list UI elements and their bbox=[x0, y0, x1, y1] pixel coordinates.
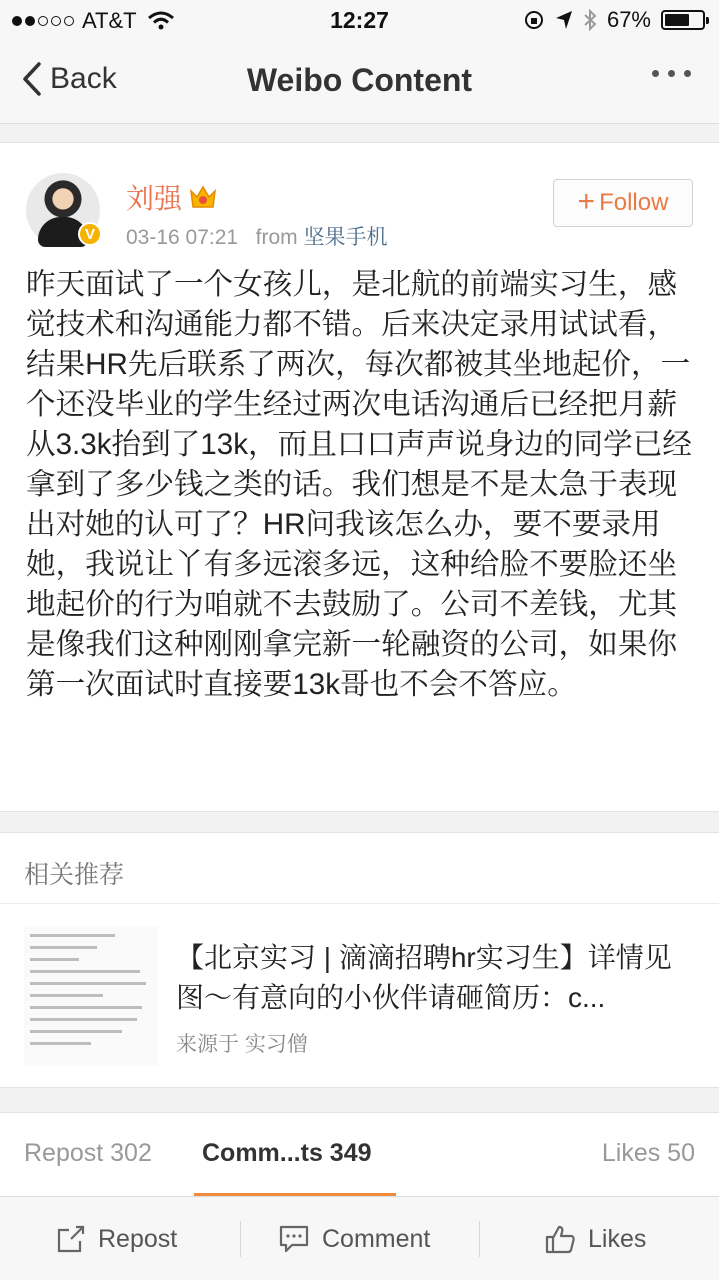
likes-label: Likes bbox=[588, 1224, 647, 1253]
author-name: 刘强 bbox=[126, 183, 183, 214]
location-icon bbox=[555, 10, 573, 30]
status-icons bbox=[523, 7, 705, 33]
more-options-button[interactable] bbox=[652, 70, 691, 77]
plus-icon: + bbox=[577, 184, 596, 218]
like-button[interactable] bbox=[544, 1197, 646, 1280]
bottom-toolbar bbox=[0, 1196, 719, 1280]
follow-button[interactable] bbox=[553, 179, 693, 227]
related-section-header bbox=[0, 832, 719, 904]
related-thumbnail bbox=[24, 926, 158, 1066]
repost-label: Repost bbox=[98, 1224, 178, 1253]
engagement-tabs bbox=[0, 1112, 719, 1196]
comment-label: Comment bbox=[322, 1224, 431, 1253]
rotation-lock-icon bbox=[523, 9, 545, 31]
from-label: from bbox=[255, 226, 298, 249]
post-meta bbox=[126, 221, 387, 251]
tab-likes[interactable]: Likes 50 bbox=[601, 1139, 695, 1167]
repost-icon bbox=[56, 1224, 86, 1254]
post-date: 03-16 07:21 bbox=[126, 226, 239, 249]
vip-crown-icon bbox=[188, 183, 218, 211]
post-text: 昨天面试了一个女孩儿，是北航的前端实习生，感觉技术和沟通能力都不错。后来决定录用试试看，结果HR先后联系了两次，每次都被其坐地起价，一个还没毕业的学生经过两次电话沟通后已经把月薪从3.3k抬到了13k，而且口口声声说身边的同学已经拿到了多少钱之类的话。我们想是不是太急于表现出对她的认可了？HR问我该怎么办，要不要录用她，我说让丫有多远滚多远，这种给脸不要脸还坐地起价的行为咱就不去鼓励了。公司不差钱，尤其是像我们这种刚刚拿完新一轮融资的公司，如果你第一次面试时直接要13k哥也不会不答应。 bbox=[26, 268, 692, 701]
post-source-link[interactable]: 坚果手机 bbox=[303, 226, 388, 249]
comment-icon bbox=[278, 1224, 310, 1254]
clock: 12:27 bbox=[330, 7, 389, 33]
tab-comments[interactable]: Comm...ts 349 bbox=[202, 1139, 372, 1167]
battery-icon bbox=[661, 10, 705, 30]
tab-repost[interactable]: Repost 302 bbox=[24, 1139, 152, 1167]
navigation-bar bbox=[0, 40, 719, 124]
carrier-name: AT&T bbox=[82, 8, 137, 33]
battery-percent: 67% bbox=[606, 7, 651, 32]
thumbs-up-icon bbox=[544, 1224, 576, 1254]
back-label: Back bbox=[50, 62, 117, 95]
post-card bbox=[0, 142, 719, 812]
status-bar bbox=[0, 0, 719, 40]
related-source: 来源于 实习僧 bbox=[176, 1033, 308, 1056]
more-dots-icon bbox=[652, 70, 659, 77]
page-title: Weibo Content bbox=[246, 62, 473, 98]
related-post-item[interactable] bbox=[0, 904, 719, 1088]
author-name-link[interactable] bbox=[126, 177, 218, 217]
related-heading: 相关推荐 bbox=[24, 861, 125, 889]
follow-label: Follow bbox=[599, 189, 669, 216]
repost-button[interactable] bbox=[56, 1197, 177, 1280]
bluetooth-icon bbox=[583, 9, 597, 31]
related-title: 【北京实习 | 滴滴招聘hr实习生】详情见图～有意向的小伙伴请砸简历：c... bbox=[176, 942, 672, 1013]
verified-badge: V bbox=[78, 222, 102, 246]
comment-button[interactable] bbox=[278, 1197, 430, 1280]
